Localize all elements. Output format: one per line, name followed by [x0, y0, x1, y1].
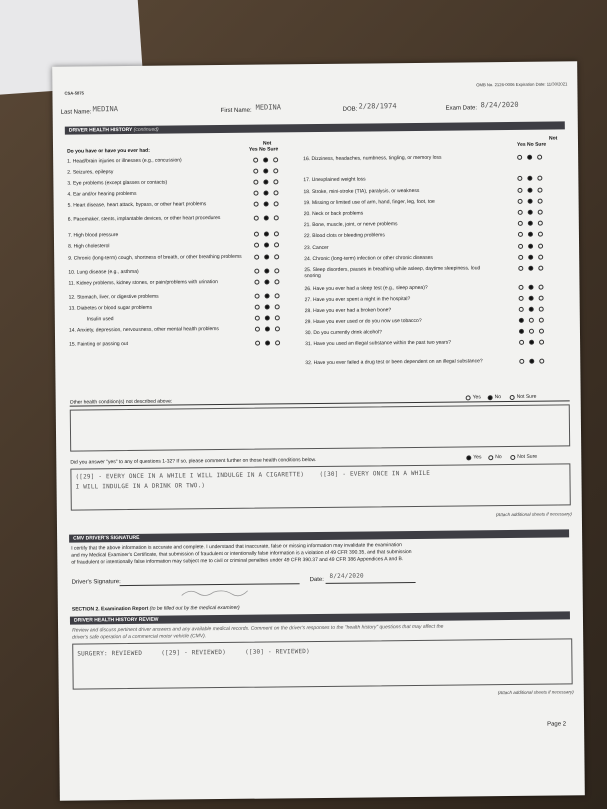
q5-radio-notsure[interactable]: [274, 201, 279, 206]
q21-radio-notsure[interactable]: [538, 221, 543, 226]
last-name-value[interactable]: MEDINA: [92, 105, 118, 114]
q3-radio-notsure[interactable]: [273, 179, 278, 184]
q16-radio-notsure[interactable]: [275, 340, 280, 345]
other-conditions-label-yes: Yes: [472, 394, 481, 401]
q22-radio-yes[interactable]: [518, 232, 523, 237]
question-32: 32. Have you ever failed a drug test or been dependent on an illegal substance?: [305, 358, 483, 367]
question-28: 28. Have you ever had a broken bone?: [304, 307, 392, 315]
review-box[interactable]: [72, 638, 572, 689]
q28-radio-yes[interactable]: [519, 307, 524, 312]
q32-radio-no[interactable]: [529, 359, 534, 364]
question-18: 18. Stroke, mini-stroke (TIA), paralysis, or weakness: [303, 187, 420, 196]
q6-radio-no[interactable]: [264, 216, 269, 221]
q11-radio-notsure[interactable]: [274, 279, 279, 284]
question-16: 16. Dizziness, headaches, numbness, tingling, or memory loss: [303, 154, 442, 163]
q21-radio-no[interactable]: [528, 221, 533, 226]
q25-radio-yes[interactable]: [518, 266, 523, 271]
section2-bar: DRIVER HEALTH HISTORY REVIEW: [70, 611, 570, 624]
question-23: 23. Cancer: [304, 244, 329, 252]
q26-radio-notsure[interactable]: [538, 285, 543, 290]
q3-radio-no[interactable]: [263, 180, 268, 185]
q20-radio-yes[interactable]: [518, 210, 523, 215]
q7-radio-no[interactable]: [264, 232, 269, 237]
q28-radio-no[interactable]: [529, 307, 534, 312]
dob-label: DOB:: [342, 106, 358, 113]
q24-radio-yes[interactable]: [518, 255, 523, 260]
q9-radio-yes[interactable]: [254, 255, 259, 260]
q13-radio-yes[interactable]: [255, 305, 260, 310]
q12-radio-notsure[interactable]: [275, 293, 280, 298]
section2-title: SECTION 2. Examination Report (to be filled out by the medical examiner): [71, 604, 240, 613]
question-19: 19. Missing or limited use of arm, hand, finger, leg, foot, toe: [303, 198, 435, 207]
q25-radio-no[interactable]: [528, 266, 533, 271]
question-2: 2. Seizures, epilepsy: [67, 169, 114, 176]
yes-comment-label-notsure: Not Sure: [517, 453, 538, 460]
q18-radio-notsure[interactable]: [537, 188, 542, 193]
q12-radio-no[interactable]: [265, 294, 270, 299]
q2-radio-no[interactable]: [263, 169, 268, 174]
q23-radio-yes[interactable]: [518, 244, 523, 249]
yes-comment-line-1: ([29] - EVERY ONCE IN A WHILE I WILL INDULGE IN A CIGARETTE) ([30] - EVERY ONCE IN A WHILE: [75, 469, 431, 481]
q13-radio-notsure[interactable]: [275, 304, 280, 309]
q20-radio-no[interactable]: [528, 210, 533, 215]
question-10: 10. Lung disease (e.g., asthma): [68, 268, 139, 276]
yes-comment-radio-notsure[interactable]: [510, 455, 515, 460]
q22-radio-no[interactable]: [528, 232, 533, 237]
question-4: 4. Ear and/or hearing problems: [67, 190, 137, 198]
q14-radio-yes[interactable]: [255, 316, 260, 321]
q9-radio-notsure[interactable]: [274, 254, 279, 259]
question-header: Do you have or have you ever had:: [67, 147, 150, 155]
question-22: 22. Blood clots or bleeding problems: [303, 232, 385, 240]
first-name-value[interactable]: MEDINA: [255, 103, 281, 112]
q17-radio-yes[interactable]: [517, 176, 522, 181]
exam-date-label: Exam Date:: [445, 105, 478, 112]
signature-date-label: Date:: [309, 576, 324, 584]
other-conditions-radio-no[interactable]: [488, 395, 493, 400]
signature-bar: CMV DRIVER'S SIGNATURE: [69, 529, 569, 542]
col-not-right: Not: [548, 135, 558, 142]
q1-radio-notsure[interactable]: [273, 157, 278, 162]
other-conditions-radio-notsure[interactable]: [510, 395, 515, 400]
col-headers-left: Yes No Sure: [249, 146, 279, 153]
signature-label: Driver's Signature:: [71, 579, 121, 586]
yes-comment-radio-yes[interactable]: [466, 455, 471, 460]
yes-comment-label-no: No: [495, 454, 502, 461]
q6-radio-yes[interactable]: [254, 216, 259, 221]
q23-radio-notsure[interactable]: [538, 244, 543, 249]
certification-text: I certify that the above information is accurate and complete. I understand that inaccurate, false or missing information may invalidate the examination and my Medical Examiner's Certificate, that submission of fraudulent or intentionally false information is a violation of 49 CFR 390.35, and that submission of fraudulent or intentionally false information may subject me to civil or criminal penalties under 49 CFR 390.37 and 49 CFR 386 Appendices A and B.: [71, 542, 412, 566]
question-9: 9. Chronic (long-term) cough, shortness of breath, or other breathing problems: [68, 253, 242, 262]
question-24: 24. Chronic (long-term) infection or other chronic diseases: [304, 254, 433, 263]
q29-radio-yes[interactable]: [519, 318, 524, 323]
q27-radio-no[interactable]: [529, 296, 534, 301]
q31-radio-notsure[interactable]: [539, 340, 544, 345]
q16-radio-no[interactable]: [527, 155, 532, 160]
dob-value[interactable]: 2/28/1974: [358, 102, 397, 111]
other-conditions-label-notsure: Not Sure: [516, 393, 537, 400]
q29-radio-notsure[interactable]: [539, 318, 544, 323]
other-conditions-box[interactable]: [70, 404, 570, 451]
question-7: 7. High blood pressure: [67, 232, 119, 239]
question-20: 20. Neck or back problems: [303, 210, 364, 218]
q1-radio-no[interactable]: [263, 158, 268, 163]
question-27: 27. Have you ever spent a night in the hospital?: [304, 296, 411, 304]
q16-radio-notsure[interactable]: [537, 155, 542, 160]
q11-radio-yes[interactable]: [254, 280, 259, 285]
q7-radio-notsure[interactable]: [274, 231, 279, 236]
name-row: [61, 99, 571, 118]
question-26: 26. Have you ever had a sleep test (e.g., sleep apnea)?: [304, 284, 428, 293]
other-conditions-radio-yes[interactable]: [466, 395, 471, 400]
yes-comment-radio-no[interactable]: [488, 455, 493, 460]
q20-radio-notsure[interactable]: [538, 210, 543, 215]
attach-note-1: (Attach additional sheets if necessary): [495, 511, 572, 518]
question-8: 8. High cholesterol: [68, 243, 110, 250]
question-17: 17. Unexplained weight loss: [303, 176, 366, 184]
question-21: 21. Bone, muscle, joint, or nerve problems: [303, 221, 398, 229]
q28-radio-notsure[interactable]: [539, 307, 544, 312]
q18-radio-yes[interactable]: [517, 188, 522, 193]
signature-date-value[interactable]: 8/24/2020: [329, 572, 364, 580]
question-14: Insulin used: [86, 316, 114, 323]
q19-radio-notsure[interactable]: [538, 199, 543, 204]
q10-radio-yes[interactable]: [254, 269, 259, 274]
q5-radio-no[interactable]: [264, 202, 269, 207]
q11-radio-no[interactable]: [264, 280, 269, 285]
attach-note-2: (Attach additional sheets if necessary): [497, 689, 574, 696]
q19-radio-yes[interactable]: [518, 199, 523, 204]
q24-radio-no[interactable]: [528, 255, 533, 260]
question-6: 6. Pacemaker, stents, implantable devices, or other heart procedures: [67, 215, 221, 223]
q10-radio-notsure[interactable]: [274, 268, 279, 273]
question-3: 3. Eye problems (except glasses or contacts): [67, 179, 168, 187]
q2-radio-notsure[interactable]: [273, 168, 278, 173]
q17-radio-no[interactable]: [527, 176, 532, 181]
history-bar: DRIVER HEALTH HISTORY (continued): [65, 121, 565, 134]
q30-radio-notsure[interactable]: [539, 329, 544, 334]
exam-date-value[interactable]: 8/24/2020: [480, 100, 519, 110]
section2-instructions: Review and discuss pertinent driver answers and any available medical records. Comment on the driver's responses to the "health history" questions that may affect the driver's safe operation of a commercial motor vehicle (CMV).: [72, 623, 444, 641]
q19-radio-no[interactable]: [528, 199, 533, 204]
q32-radio-notsure[interactable]: [539, 359, 544, 364]
q17-radio-notsure[interactable]: [537, 176, 542, 181]
page-number: Page 2: [547, 721, 567, 728]
first-name-label: First Name:: [220, 107, 252, 115]
question-16: 15. Fainting or passing out: [69, 340, 129, 348]
q2-radio-yes[interactable]: [253, 169, 258, 174]
question-31: 31. Have you used an illegal substance within the past two years?: [305, 339, 452, 348]
q14-radio-notsure[interactable]: [275, 315, 280, 320]
question-11: 11. Kidney problems, kidney stones, or pain/problems with urination: [68, 279, 218, 287]
q1-radio-yes[interactable]: [253, 158, 258, 163]
q27-radio-yes[interactable]: [519, 296, 524, 301]
q14-radio-no[interactable]: [265, 316, 270, 321]
review-text: SURGERY: REVIEWED ([29] - REVIEWED) ([30] - REVIEWED): [77, 648, 310, 658]
q15-radio-notsure[interactable]: [275, 326, 280, 331]
signature-line[interactable]: [120, 583, 300, 586]
q22-radio-notsure[interactable]: [538, 232, 543, 237]
q4-radio-yes[interactable]: [253, 191, 258, 196]
other-conditions-label-no: No: [494, 394, 502, 401]
yes-comment-line-2: I WILL INDULGE IN A DRINK OR TWO.): [75, 482, 206, 491]
col-headers-right: Yes No Sure: [516, 141, 547, 148]
q16-radio-yes[interactable]: [517, 155, 522, 160]
q29-radio-no[interactable]: [529, 318, 534, 323]
q3-radio-yes[interactable]: [253, 180, 258, 185]
q4-radio-no[interactable]: [263, 191, 268, 196]
q8-radio-yes[interactable]: [254, 243, 259, 248]
q21-radio-yes[interactable]: [518, 221, 523, 226]
q26-radio-no[interactable]: [528, 285, 533, 290]
last-name-label: Last Name:: [60, 109, 92, 116]
question-1: 1. Head/brain injuries or illnesses (e.g., concussion): [67, 157, 182, 165]
q32-radio-yes[interactable]: [519, 359, 524, 364]
q24-radio-notsure[interactable]: [538, 255, 543, 260]
col-not-left: Not: [262, 140, 272, 147]
q27-radio-notsure[interactable]: [539, 296, 544, 301]
question-15: 14. Anxiety, depression, nervousness, other mental health problems: [68, 326, 219, 334]
omb-number: OMB No. 2126-0006 Expiration Date: 11/30/2021: [476, 81, 568, 88]
q31-radio-no[interactable]: [529, 340, 534, 345]
question-13: 13. Diabetes or blood sugar problems: [68, 304, 153, 312]
q6-radio-notsure[interactable]: [274, 215, 279, 220]
q26-radio-yes[interactable]: [518, 285, 523, 290]
q10-radio-no[interactable]: [264, 269, 269, 274]
q25-radio-notsure[interactable]: [538, 266, 543, 271]
yes-comment-box[interactable]: [70, 463, 570, 510]
signature-scrawl: [180, 587, 250, 598]
question-25: 25. Sleep disorders, pauses in breathing while asleep, daytime sleepiness, loud snoring: [304, 265, 481, 280]
q15-radio-yes[interactable]: [255, 327, 260, 332]
q30-radio-no[interactable]: [529, 329, 534, 334]
q15-radio-no[interactable]: [265, 327, 270, 332]
q13-radio-no[interactable]: [265, 305, 270, 310]
date-line: [326, 582, 416, 584]
form-page: [52, 61, 585, 800]
q18-radio-no[interactable]: [527, 188, 532, 193]
form-code: CSA-5875: [64, 90, 85, 96]
q8-radio-no[interactable]: [264, 243, 269, 248]
yes-comment-label-yes: Yes: [473, 454, 482, 461]
question-5: 5. Heart disease, heart attack, bypass, or other heart problems: [67, 201, 207, 209]
q7-radio-yes[interactable]: [254, 232, 259, 237]
q30-radio-yes[interactable]: [519, 329, 524, 334]
q8-radio-notsure[interactable]: [274, 242, 279, 247]
yes-comment-label: Did you answer "yes" to any of questions 1-32? If so, please comment further on those health conditions below.: [70, 457, 317, 466]
q16-radio-no[interactable]: [265, 341, 270, 346]
q31-radio-yes[interactable]: [519, 340, 524, 345]
q5-radio-yes[interactable]: [254, 202, 259, 207]
q9-radio-no[interactable]: [264, 255, 269, 260]
question-12: 12. Stomach, liver, or digestive problems: [68, 293, 159, 301]
question-30: 30. Do you currently drink alcohol?: [304, 329, 383, 337]
q16-radio-yes[interactable]: [255, 341, 260, 346]
question-29: 29. Have you ever used or do you now use tobacco?: [304, 317, 422, 326]
q23-radio-no[interactable]: [528, 244, 533, 249]
other-conditions-label: Other health condition(s) not described above:: [69, 398, 173, 406]
q12-radio-yes[interactable]: [255, 294, 260, 299]
q4-radio-notsure[interactable]: [273, 190, 278, 195]
